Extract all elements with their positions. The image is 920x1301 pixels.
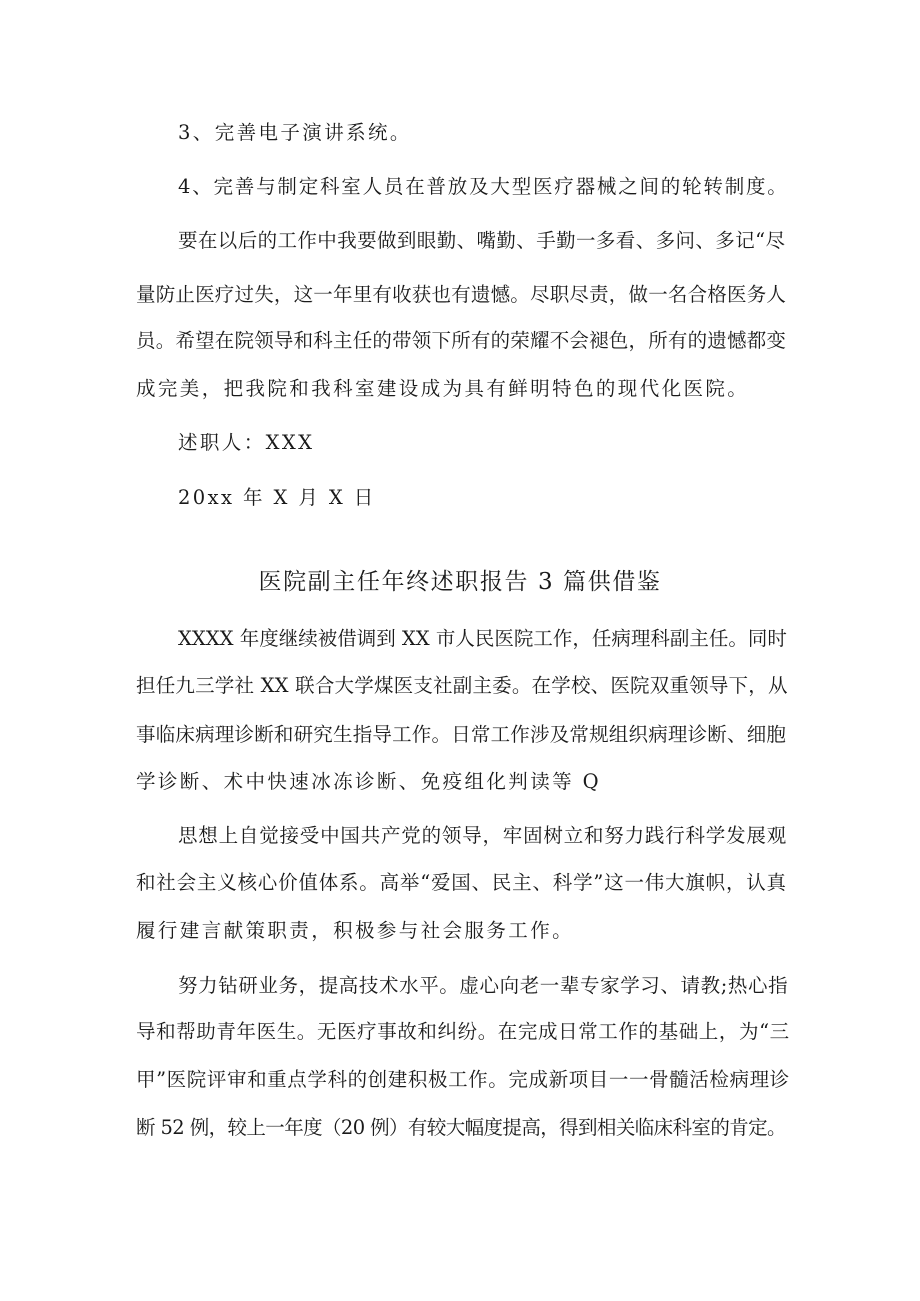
closing-paragraph-line: 成完美，把我院和我科室建设成为具有鲜明特色的现代化医院。 [136, 377, 750, 400]
paragraph-1-line: 担任九三学社 XX 联合大学煤医支社副主委。在学校、医院双重领导下，从 [136, 674, 788, 697]
paragraph-2-line: 和社会主义核心价值体系。高举“爱国、民主、科学”这一伟大旗帜，认真 [136, 871, 787, 894]
paragraph-1-line: XXXX 年度继续被借调到 XX 市人民医院工作，任病理科副主任。同时 [178, 627, 787, 650]
closing-paragraph-line: 量防止医疗过失，这一年里有收获也有遗憾。尽职尽责，做一名合格医务人 [136, 283, 787, 306]
closing-paragraph-line: 员。希望在院领导和科主任的带领下所有的荣耀不会褪色，所有的遗憾都变 [136, 329, 787, 352]
paragraph-1-line: 事临床病理诊断和研究生指导工作。日常工作涉及常规组织病理诊断、细胞 [136, 723, 787, 746]
paragraph-3-line: 断 52 例，较上一年度（20 例）有较大幅度提高，得到相关临床科室的肯定。 [136, 1116, 786, 1139]
paragraph-3-line: 努力钻研业务，提高技术水平。虚心向老一辈专家学习、请教;热心指 [178, 974, 789, 997]
date: 20xx 年 X 月 X 日 [178, 486, 376, 509]
closing-paragraph-line: 要在以后的工作中我要做到眼勤、嘴勤、手勤一多看、多问、多记“尽 [178, 229, 786, 252]
paragraph-3-line: 导和帮助青年医生。无医疗事故和纠纷。在完成日常工作的基础上，为“三 [136, 1020, 790, 1043]
signature: 述职人：XXX [178, 431, 315, 454]
paragraph-3-line: 甲”医院评审和重点学科的创建积极工作。完成新项目一一骨髓活检病理诊 [136, 1068, 790, 1091]
paragraph-2-line: 履行建言献策职责，积极参与社会服务工作。 [136, 919, 575, 942]
list-item-3: 3、完善电子演讲系统。 [178, 121, 412, 144]
paragraph-2-line: 思想上自觉接受中国共产党的领导，牢固树立和努力践行科学发展观 [178, 824, 788, 847]
paragraph-1-line: 学诊断、术中快速冰冻诊断、免疫组化判读等 Q [136, 770, 601, 793]
section-title: 医院副主任年终述职报告 3 篇供借鉴 [258, 569, 662, 595]
list-item-4: 4、完善与制定科室人员在普放及大型医疗器械之间的轮转制度。 [178, 175, 789, 198]
